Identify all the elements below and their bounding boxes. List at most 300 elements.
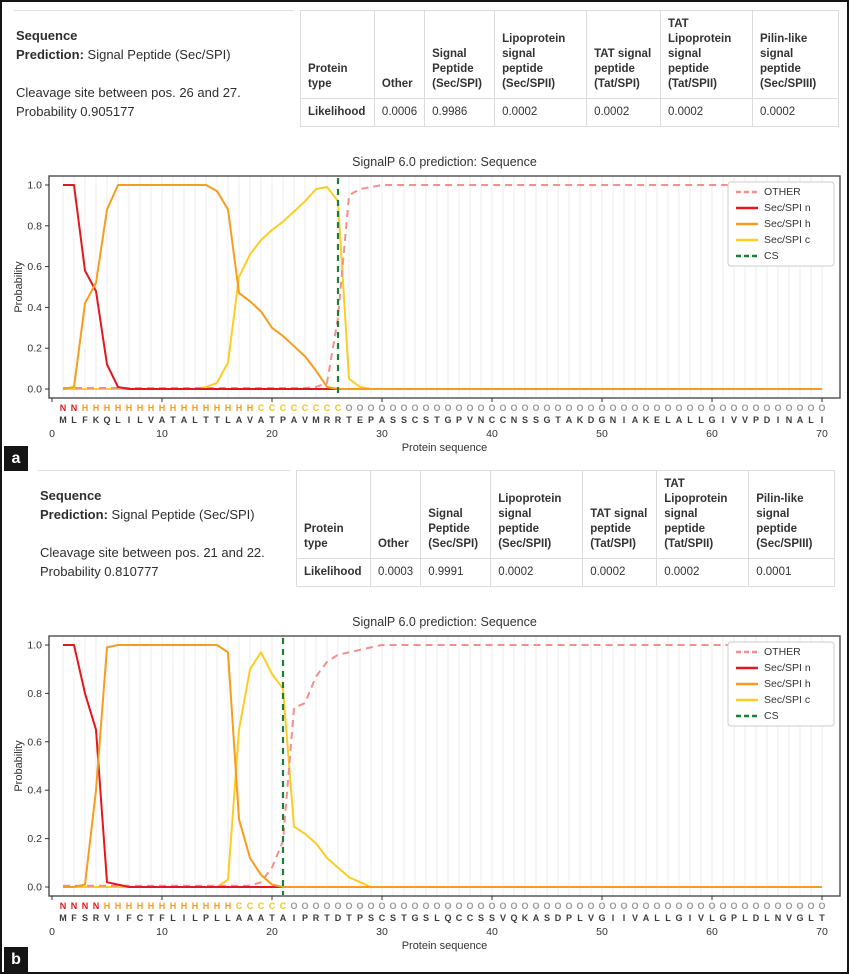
region-letter: C — [257, 403, 265, 413]
region-letter: C — [268, 403, 276, 413]
y-tick-label: 0.2 — [27, 342, 42, 355]
region-letter: O — [598, 403, 606, 413]
region-letter: O — [411, 403, 419, 413]
region-letter: O — [664, 403, 672, 413]
y-tick-label: 0.6 — [27, 736, 42, 749]
residue-letter: A — [158, 415, 166, 425]
residue-letter: A — [290, 415, 298, 425]
region-letter: H — [125, 403, 133, 413]
residue-letter: T — [401, 913, 407, 923]
x-tick-label: 40 — [486, 926, 498, 938]
residue-letter: N — [477, 415, 485, 425]
region-letter: N — [70, 403, 78, 413]
residue-letter: L — [808, 913, 814, 923]
residue-letter: A — [675, 415, 683, 425]
region-letter: O — [455, 403, 463, 413]
residue-letter: V — [499, 913, 507, 923]
residue-letter: C — [466, 913, 474, 923]
residue-letter: P — [202, 913, 210, 923]
table-header-cell: TAT Lipoprotein signal peptide (Tat/SPII) — [657, 471, 749, 559]
region-letter: O — [576, 403, 584, 413]
likelihood-value-cell: 0.9986 — [425, 98, 495, 126]
residue-letter: I — [776, 415, 780, 425]
region-letter: N — [59, 901, 67, 911]
region-letter: O — [367, 901, 375, 911]
residue-letter: C — [455, 913, 463, 923]
y-tick-label: 1.0 — [27, 179, 42, 192]
region-letter: O — [532, 403, 540, 413]
residue-letter: M — [312, 415, 320, 425]
region-letter: O — [686, 901, 694, 911]
region-letter: O — [345, 403, 353, 413]
residue-letter: S — [488, 913, 496, 923]
residue-letter: S — [389, 913, 397, 923]
region-letter: O — [807, 403, 815, 413]
residue-letter: L — [654, 913, 660, 923]
table-header-cell: Other — [371, 471, 421, 559]
table-header-cell: Signal Peptide (Sec/SPI) — [421, 471, 491, 559]
region-letter: O — [763, 901, 771, 911]
region-letter: O — [785, 403, 793, 413]
residue-letter: I — [721, 415, 725, 425]
region-letter: H — [81, 403, 89, 413]
residue-letter: F — [82, 415, 88, 425]
residue-letter: L — [192, 913, 198, 923]
region-letter: C — [279, 403, 287, 413]
plot-area — [49, 636, 840, 896]
residue-letter: P — [356, 913, 364, 923]
residue-letter: S — [422, 913, 430, 923]
likelihood-value-cell: 0.0002 — [661, 98, 753, 126]
region-letter: O — [554, 403, 562, 413]
region-letter: O — [620, 403, 628, 413]
region-letter: O — [400, 901, 408, 911]
residue-letter: N — [510, 415, 518, 425]
region-letter: O — [477, 403, 485, 413]
x-tick-label: 70 — [816, 926, 828, 938]
x-tick-label: 70 — [816, 428, 828, 440]
residue-letter: F — [126, 913, 132, 923]
region-letter: O — [521, 901, 529, 911]
legend-label: Sec/SPI c — [764, 694, 811, 706]
likelihood-row-label: Likelihood — [300, 98, 374, 126]
residue-letter: C — [488, 415, 496, 425]
residue-letter: A — [279, 913, 287, 923]
residue-letter: L — [434, 913, 440, 923]
residue-letter: L — [137, 415, 143, 425]
table-header-cell: Protein type — [300, 11, 374, 99]
region-letter: O — [730, 901, 738, 911]
residue-letter: V — [301, 415, 309, 425]
residue-letter: F — [159, 913, 165, 923]
residue-letter: A — [378, 415, 386, 425]
residue-letter: M — [59, 415, 67, 425]
region-letter: O — [400, 403, 408, 413]
region-letter: C — [290, 403, 298, 413]
table-header-cell: Signal Peptide (Sec/SPI) — [425, 11, 495, 99]
residue-letter: T — [170, 415, 176, 425]
residue-letter: G — [543, 415, 551, 425]
residue-letter: L — [225, 913, 231, 923]
residue-letter: A — [532, 913, 540, 923]
residue-letter: I — [622, 415, 626, 425]
x-tick-label: 60 — [706, 926, 718, 938]
y-tick-label: 0.8 — [27, 687, 42, 700]
region-letter: H — [158, 403, 166, 413]
residue-letter: I — [182, 913, 186, 923]
residue-letter: S — [400, 415, 408, 425]
likelihood-value-cell: 0.0002 — [495, 98, 587, 126]
residue-letter: P — [367, 415, 375, 425]
residue-letter: L — [577, 913, 583, 923]
region-letter: O — [785, 901, 793, 911]
residue-letter: S — [532, 415, 540, 425]
prediction-line — [16, 46, 290, 65]
legend-label: Sec/SPI n — [764, 202, 811, 214]
region-letter: H — [213, 403, 221, 413]
region-letter: H — [125, 901, 133, 911]
residue-letter: T — [819, 913, 825, 923]
residue-letter: L — [709, 913, 715, 923]
region-letter: O — [763, 403, 771, 413]
panel-label-b: b — [4, 947, 28, 972]
region-letter: H — [235, 403, 243, 413]
residue-letter: L — [170, 913, 176, 923]
region-letter: C — [279, 901, 287, 911]
y-axis-label: Probability — [13, 261, 25, 313]
x-tick-label: 50 — [596, 428, 608, 440]
residue-letter: S — [477, 913, 485, 923]
probability-text: Probability 0.905177 — [16, 103, 135, 119]
table-header-cell: TAT Lipoprotein signal peptide (Tat/SPII) — [661, 11, 753, 99]
region-letter: O — [565, 403, 573, 413]
probability-text: Probability 0.810777 — [40, 563, 159, 579]
prediction-chart-b — [10, 612, 843, 954]
residue-letter: T — [324, 913, 330, 923]
region-letter: O — [510, 403, 518, 413]
residue-letter: R — [323, 415, 331, 425]
region-letter: H — [103, 901, 111, 911]
residue-letter: S — [389, 415, 397, 425]
y-tick-label: 0.4 — [27, 301, 42, 314]
residue-letter: L — [698, 415, 704, 425]
region-letter: O — [642, 901, 650, 911]
residue-letter: T — [555, 415, 561, 425]
residue-letter: G — [598, 415, 606, 425]
residue-letter: P — [301, 913, 309, 923]
residue-letter: A — [257, 415, 265, 425]
region-letter: C — [257, 901, 265, 911]
residue-letter: A — [235, 913, 243, 923]
region-letter: O — [356, 901, 364, 911]
region-letter: O — [411, 901, 419, 911]
residue-letter: K — [576, 415, 584, 425]
x-tick-label: 10 — [156, 926, 168, 938]
residue-letter: N — [785, 415, 793, 425]
residue-letter: C — [411, 415, 419, 425]
residue-letter: Q — [444, 913, 452, 923]
prediction-value: Signal Peptide (Sec/SPI) — [111, 506, 255, 522]
prediction-label: Prediction: — [40, 506, 108, 522]
x-tick-label: 50 — [596, 926, 608, 938]
region-letter: O — [422, 403, 430, 413]
region-letter: H — [202, 403, 210, 413]
residue-letter: P — [752, 415, 760, 425]
chart-title: SignalP 6.0 prediction: Sequence — [352, 615, 537, 629]
region-letter: O — [521, 403, 529, 413]
region-letter: O — [697, 403, 705, 413]
region-letter: O — [675, 901, 683, 911]
residue-letter: N — [609, 415, 617, 425]
residue-letter: V — [785, 913, 793, 923]
residue-letter: A — [235, 415, 243, 425]
region-letter: O — [675, 403, 683, 413]
x-tick-label: 30 — [376, 428, 388, 440]
x-tick-label: 30 — [376, 926, 388, 938]
residue-letter: L — [115, 415, 121, 425]
residue-letter: V — [741, 415, 749, 425]
region-letter: O — [389, 403, 397, 413]
residue-letter: A — [257, 913, 265, 923]
region-letter: H — [169, 901, 177, 911]
region-letter: H — [191, 403, 199, 413]
region-letter: O — [774, 403, 782, 413]
region-letter: C — [312, 403, 320, 413]
residue-letter: D — [554, 913, 562, 923]
residue-letter: E — [356, 415, 364, 425]
table-header-cell: TAT signal peptide (Tat/SPI) — [587, 11, 661, 99]
region-letter: C — [334, 403, 342, 413]
x-tick-label: 20 — [266, 926, 278, 938]
residue-letter: D — [752, 913, 760, 923]
region-letter: O — [334, 901, 342, 911]
residue-letter: D — [763, 415, 771, 425]
x-axis-label: Protein sequence — [401, 940, 488, 952]
prediction-chart-a — [10, 152, 843, 456]
residue-letter: L — [665, 415, 671, 425]
likelihood-value-cell: 0.0002 — [491, 558, 583, 586]
likelihood-value-cell: 0.0006 — [374, 98, 424, 126]
residue-letter: D — [587, 415, 595, 425]
residue-letter: G — [411, 913, 419, 923]
table-header-cell: Pilin-like signal peptide (Sec/SPIII) — [753, 11, 839, 99]
region-letter: O — [719, 403, 727, 413]
residue-letter: S — [543, 913, 551, 923]
panel-b — [2, 462, 847, 954]
residue-letter: I — [127, 415, 131, 425]
residue-letter: Q — [510, 913, 518, 923]
residue-letter: G — [675, 913, 683, 923]
residue-letter: A — [180, 415, 188, 425]
legend-label: Sec/SPI n — [764, 662, 811, 674]
residue-letter: A — [246, 913, 254, 923]
region-letter: O — [653, 901, 661, 911]
region-letter: O — [664, 901, 672, 911]
region-letter: H — [213, 901, 221, 911]
region-letter: O — [301, 901, 309, 911]
region-letter: O — [774, 901, 782, 911]
likelihood-row-label: Likelihood — [297, 558, 371, 586]
region-letter: O — [312, 901, 320, 911]
prediction-summary-b — [38, 470, 290, 581]
table-header-cell: Other — [374, 11, 424, 99]
residue-letter: V — [246, 415, 254, 425]
region-letter: O — [752, 403, 760, 413]
residue-letter: L — [665, 913, 671, 923]
residue-letter: A — [565, 415, 573, 425]
region-letter: O — [554, 901, 562, 911]
residue-letter: L — [192, 415, 198, 425]
region-letter: O — [422, 901, 430, 911]
legend-label: CS — [764, 710, 779, 722]
region-letter: O — [807, 901, 815, 911]
region-letter: O — [587, 403, 595, 413]
region-letter: O — [631, 403, 639, 413]
region-letter: N — [81, 901, 89, 911]
x-tick-label: 10 — [156, 428, 168, 440]
residue-letter: L — [214, 913, 220, 923]
residue-letter: A — [642, 913, 650, 923]
residue-letter: I — [820, 415, 824, 425]
likelihood-value-cell: 0.0003 — [371, 558, 421, 586]
region-letter: O — [323, 901, 331, 911]
region-letter: O — [752, 901, 760, 911]
residue-letter: K — [521, 913, 529, 923]
region-letter: H — [147, 403, 155, 413]
region-letter: O — [653, 403, 661, 413]
residue-letter: I — [688, 913, 692, 923]
table-header-cell: TAT signal peptide (Tat/SPI) — [583, 471, 657, 559]
residue-letter: D — [334, 913, 342, 923]
residue-letter: P — [730, 913, 738, 923]
residue-letter: T — [346, 415, 352, 425]
y-tick-label: 0.0 — [27, 383, 42, 396]
likelihood-value-cell: 0.0002 — [753, 98, 839, 126]
region-letter: O — [697, 901, 705, 911]
region-letter: O — [708, 901, 716, 911]
region-letter: O — [389, 901, 397, 911]
y-tick-label: 0.4 — [27, 784, 42, 797]
region-letter: N — [70, 901, 78, 911]
region-letter: C — [323, 403, 331, 413]
residue-letter: G — [444, 415, 452, 425]
region-letter: O — [433, 901, 441, 911]
residue-letter: F — [71, 913, 77, 923]
residue-letter: T — [434, 415, 440, 425]
residue-letter: S — [521, 415, 529, 425]
region-letter: O — [466, 901, 474, 911]
region-letter: O — [378, 901, 386, 911]
region-letter: O — [488, 901, 496, 911]
panel-a-header — [2, 2, 847, 152]
region-letter: N — [59, 403, 67, 413]
prediction-label: Prediction: — [16, 46, 84, 62]
residue-letter: S — [81, 913, 89, 923]
region-letter: O — [686, 403, 694, 413]
region-letter: O — [290, 901, 298, 911]
region-letter: O — [609, 403, 617, 413]
residue-letter: V — [730, 415, 738, 425]
region-letter: H — [103, 403, 111, 413]
residue-letter: P — [279, 415, 287, 425]
residue-letter: V — [587, 913, 595, 923]
residue-letter: I — [611, 913, 615, 923]
table-header-cell: Lipoprotein signal peptide (Sec/SPII) — [491, 471, 583, 559]
residue-letter: C — [136, 913, 144, 923]
region-letter: O — [631, 901, 639, 911]
residue-letter: A — [631, 415, 639, 425]
region-letter: O — [543, 901, 551, 911]
residue-letter: K — [92, 415, 100, 425]
residue-letter: Q — [103, 415, 111, 425]
region-letter: H — [180, 901, 188, 911]
cleavage-site-text: Cleavage site between pos. 21 and 22. — [40, 544, 265, 560]
y-tick-label: 0.2 — [27, 833, 42, 846]
y-tick-label: 1.0 — [27, 639, 42, 652]
residue-letter: R — [92, 913, 100, 923]
residue-letter: I — [292, 913, 296, 923]
residue-letter: R — [312, 913, 320, 923]
residue-letter: C — [499, 415, 507, 425]
region-letter: H — [158, 901, 166, 911]
residue-letter: L — [764, 913, 770, 923]
region-letter: O — [642, 403, 650, 413]
residue-letter: S — [422, 415, 430, 425]
residue-letter: L — [742, 913, 748, 923]
legend-label: OTHER — [764, 186, 801, 198]
region-letter: O — [356, 403, 364, 413]
region-letter: O — [818, 403, 826, 413]
residue-letter: C — [378, 913, 386, 923]
residue-letter: G — [598, 913, 606, 923]
residue-letter: T — [269, 913, 275, 923]
y-tick-label: 0.0 — [27, 881, 42, 894]
likelihood-value-cell: 0.0001 — [749, 558, 835, 586]
region-letter: O — [741, 901, 749, 911]
region-letter: H — [114, 403, 122, 413]
residue-letter: N — [774, 913, 782, 923]
likelihood-value-cell: 0.9991 — [421, 558, 491, 586]
region-letter: H — [136, 901, 144, 911]
y-tick-label: 0.6 — [27, 261, 42, 274]
region-letter: O — [367, 403, 375, 413]
x-tick-label: 0 — [49, 926, 55, 938]
region-letter: C — [301, 403, 309, 413]
region-letter: O — [444, 403, 452, 413]
x-tick-label: 20 — [266, 428, 278, 440]
residue-letter: T — [148, 913, 154, 923]
region-letter: O — [499, 901, 507, 911]
region-letter: O — [565, 901, 573, 911]
residue-letter: L — [808, 415, 814, 425]
region-letter: O — [708, 403, 716, 413]
residue-letter: I — [622, 913, 626, 923]
region-letter: C — [246, 901, 254, 911]
region-letter: H — [136, 403, 144, 413]
region-letter: O — [444, 901, 452, 911]
region-letter: O — [345, 901, 353, 911]
region-letter: O — [741, 403, 749, 413]
residue-letter: L — [687, 415, 693, 425]
residue-letter: S — [367, 913, 375, 923]
y-axis-label: Probability — [13, 740, 25, 792]
table-header-cell: Protein type — [297, 471, 371, 559]
x-tick-label: 60 — [706, 428, 718, 440]
region-letter: O — [532, 901, 540, 911]
region-letter: H — [202, 901, 210, 911]
residue-letter: T — [214, 415, 220, 425]
residue-letter: V — [103, 913, 111, 923]
